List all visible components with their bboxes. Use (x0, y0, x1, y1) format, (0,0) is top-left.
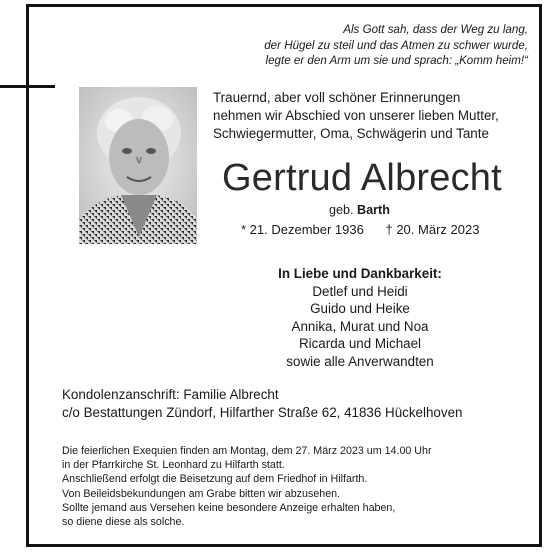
address-line: c/o Bestattungen Zündorf, Hilfarther Straße 62, 41836 Hückelhoven (62, 405, 463, 420)
notice-line: Sollte jemand aus Versehen keine besondere Anzeige erhalten haben, (62, 501, 396, 514)
family-member: Guido und Heike (310, 301, 410, 316)
cross-symbol (0, 85, 55, 88)
birthname (329, 203, 390, 217)
address-line: Kondolenzanschrift: Familie Albrecht (62, 387, 279, 402)
intro-line: Trauernd, aber voll schöner Erinnerungen (213, 90, 461, 105)
opening-quote (198, 22, 528, 69)
quote-line: der Hügel zu steil und das Atmen zu schwer wurde, (264, 38, 528, 52)
deceased-name: Gertrud Albrecht (222, 157, 502, 199)
birthname-value: Barth (357, 203, 390, 217)
death-date: † 20. März 2023 (385, 222, 480, 237)
intro-text (213, 89, 499, 143)
notice-line: Die feierlichen Exequien finden am Montag, dem 27. März 2023 um 14.00 Uhr (62, 445, 432, 457)
intro-line: Schwiegermutter, Oma, Schwägerin und Tante (213, 126, 489, 141)
birthname-prefix: geb. (329, 203, 354, 217)
intro-line: nehmen wir Abschied von unserer lieben Mutter, (213, 108, 499, 123)
family-block (240, 265, 480, 370)
notice-line: so diene diese als solche. (62, 516, 185, 529)
notice-line: in der Pfarrkirche St. Leonhard zu Hilfarth statt. (62, 459, 285, 472)
condolence-address (62, 386, 462, 422)
notice-line: Von Beileidsbekundungen am Grabe bitten wir abzusehen. (62, 487, 341, 500)
life-dates (241, 222, 479, 237)
family-member: Annika, Murat und Noa (291, 318, 429, 334)
portrait-photo (79, 87, 197, 244)
family-member: sowie alle Anverwandten (286, 353, 434, 369)
family-member: Ricarda und Michael (298, 336, 422, 351)
quote-line: legte er den Arm um sie und sprach: „Komm heim!“ (265, 54, 528, 67)
quote-line: Als Gott sah, dass der Weg zu lang, (343, 23, 528, 36)
family-heading: In Liebe und Dankbarkeit: (278, 266, 442, 281)
birth-date: * 21. Dezember 1936 (241, 222, 364, 237)
family-member: Detlef und Heidi (312, 283, 408, 299)
funeral-notice (62, 444, 432, 529)
notice-line: Anschließend erfolgt die Beisetzung auf dem Friedhof in Hilfarth. (62, 473, 368, 486)
